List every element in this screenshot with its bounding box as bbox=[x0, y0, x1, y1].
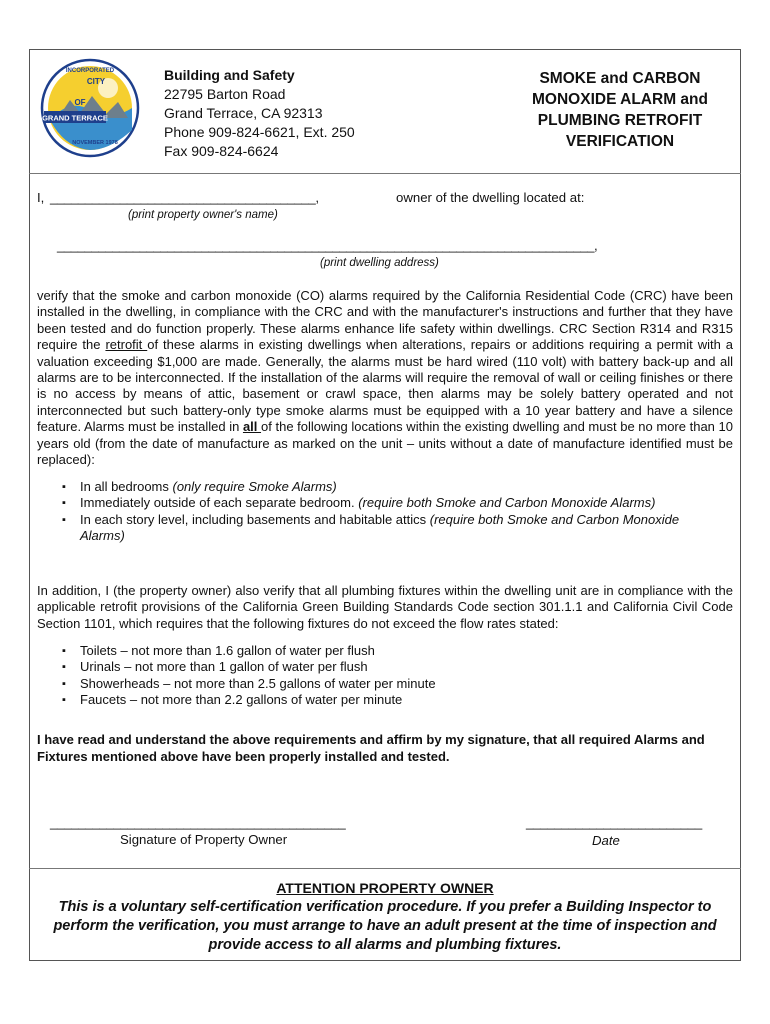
owner-name-field[interactable]: ______________________________________, bbox=[50, 190, 319, 205]
title-line: MONOXIDE ALARM and bbox=[532, 91, 708, 108]
attention-heading: ATTENTION PROPERTY OWNER bbox=[276, 880, 494, 896]
fixtures-list bbox=[62, 643, 662, 709]
attention-line-1: This is a voluntary self-certification verification procedure. If you prefer a Building Inspector to bbox=[58, 899, 712, 915]
form-title bbox=[505, 68, 735, 152]
logo-name-text: GRAND TERRACE bbox=[42, 113, 108, 123]
owner-prefix: I, bbox=[37, 190, 45, 205]
logo-top-text: INCORPORATED bbox=[65, 68, 115, 74]
list-item: ▪ Toilets – not more than 1.6 gallon of water per flush bbox=[62, 643, 662, 659]
list-item: ▪ Urinals – not more than 1 gallon of water per flush bbox=[62, 659, 662, 675]
list-item: ▪ Showerheads – not more than 2.5 gallons of water per minute bbox=[62, 676, 662, 692]
attention-line-2: perform the verification, you must arrange to have an adult present at the time of inspection and bbox=[53, 918, 717, 934]
title-line: SMOKE and CARBON bbox=[539, 70, 701, 87]
para1-part-b: of these alarms in existing dwellings when alterations, repairs or additions requiring a permit with a valuation exceeding $1,000 are made. Generally, the alarms must be hard wired (110 volt) with battery back-up and all alarms are to be interconnected. If the installation of the alarms will require the removal of wall or ceiling finishes or there is no access by means of attic, basement or crawl space, then alarms may be solely battery operated and not interconnected but such battery-only type smoke alarms must be equipped with a 10 year battery and have a silence feature. Alarms must be installed in bbox=[37, 337, 734, 435]
attention-line-3: provide access to all alarms and plumbing fixtures. bbox=[208, 937, 562, 953]
list-item: ▪ In all bedrooms (only require Smoke Alarms) bbox=[62, 479, 722, 495]
city-seal-logo bbox=[40, 58, 140, 158]
logo-city-text: CITY bbox=[86, 77, 106, 86]
date-label: Date bbox=[592, 833, 620, 848]
header-divider bbox=[29, 173, 741, 174]
phone-number: Phone 909-824-6621, Ext. 250 bbox=[164, 124, 355, 140]
plumbing-paragraph: In addition, I (the property owner) also verify that all plumbing fixtures within the dwelling unit are in compliance with the applicable retrofit provisions of the California Green Building Standards Code section 301.1.1 and California Civil Code Section 1101, which requires that the following fixtures do not exceed the flow rates stated: bbox=[37, 583, 733, 631]
affirmation-statement: I have read and understand the above requirements and affirm by my signature, that all required Alarms and Fixtures mentioned above have been properly installed and tested. bbox=[37, 732, 705, 764]
attention-divider bbox=[29, 868, 741, 869]
fax-number: Fax 909-824-6624 bbox=[164, 143, 279, 159]
address-line-2: Grand Terrace, CA 92313 bbox=[164, 105, 323, 121]
para1-part-a: verify that the smoke and carbon monoxide (CO) alarms required by the California Residential Code (CRC) have been installed in the dwelling, in compliance with the CRC and with the manufacturer's instructions and further that they have been tested and do function properly. These alarms enhance life safety within dwellings. CRC Section R314 and R315 require the bbox=[37, 288, 733, 353]
logo-bottom-text: NOVEMBER 1978 bbox=[72, 140, 118, 146]
department-name: Building and Safety bbox=[164, 67, 295, 83]
department-info bbox=[164, 66, 355, 161]
attention-notice bbox=[29, 879, 741, 955]
all-emphasis: all bbox=[242, 419, 262, 435]
logo-of-text: OF bbox=[74, 98, 86, 107]
owner-suffix: owner of the dwelling located at: bbox=[396, 190, 585, 205]
address-line-1: 22795 Barton Road bbox=[164, 86, 286, 102]
title-line: PLUMBING RETROFIT bbox=[537, 112, 703, 129]
signature-label: Signature of Property Owner bbox=[120, 832, 288, 847]
list-item: ▪ Immediately outside of each separate bedroom. (require both Smoke and Carbon Monoxide Alarms) bbox=[62, 495, 722, 511]
date-field[interactable]: _________________________ bbox=[526, 815, 702, 830]
retrofit-emphasis: retrofit bbox=[105, 337, 148, 353]
dwelling-address-caption: (print dwelling address) bbox=[320, 257, 439, 269]
list-item: ▪ Faucets – not more than 2.2 gallons of water per minute bbox=[62, 692, 662, 708]
list-item: ▪ In each story level, including basements and habitable attics (require both Smoke and Carbon Monoxide Alarms) bbox=[62, 512, 722, 545]
dwelling-address-field[interactable]: ______________________________________________________________________________, bbox=[57, 238, 598, 253]
owner-name-caption: (print property owner's name) bbox=[128, 209, 278, 221]
alarm-locations-list bbox=[62, 479, 722, 545]
title-line: VERIFICATION bbox=[565, 133, 675, 150]
signature-field[interactable]: __________________________________________ bbox=[50, 815, 346, 830]
para1-part-c: of the following locations within the existing dwelling and must be no more than 10 years old (from the date of manufacture as marked on the unit – units without a date of manufacture identified must be replaced): bbox=[37, 419, 733, 468]
alarm-requirements-paragraph bbox=[37, 288, 733, 468]
